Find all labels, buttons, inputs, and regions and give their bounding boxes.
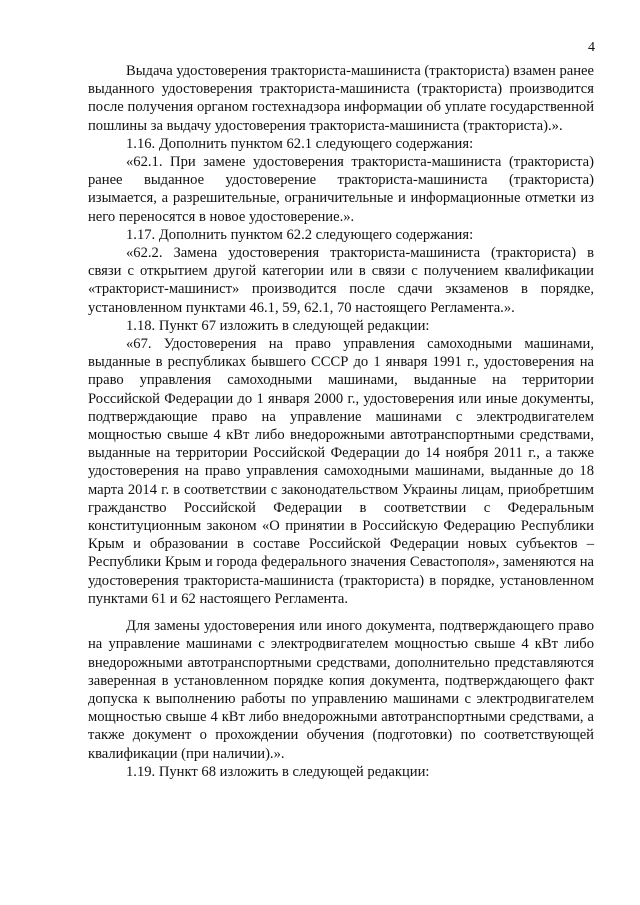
paragraph: «62.1. При замене удостоверения тракториста-машиниста (тракториста) ранее выданное удостоверение тракториста-машиниста (тракториста) изымается, а разрешительные, ограничительные и информационные отметки из него переносятся в новое удостоверение.». <box>88 154 594 225</box>
paragraph: 1.19. Пункт 68 изложить в следующей редакции: <box>126 763 430 780</box>
page-number: 4 <box>588 40 595 55</box>
paragraph: 1.16. Дополнить пунктом 62.1 следующего содержания: <box>126 135 474 152</box>
paragraph: 1.17. Дополнить пунктом 62.2 следующего содержания: <box>126 226 474 243</box>
paragraph: 1.18. Пункт 67 изложить в следующей редакции: <box>126 317 430 334</box>
document-body <box>88 62 594 781</box>
paragraph: Для замены удостоверения или иного документа, подтверждающего право на управление машинами с электродвигателем мощностью свыше 4 кВт либо внедорожными автотранспортными средствами, дополнительно представляются заверенная в установленном порядке копия документа, подтверждающего факт допуска к выполнению работы по управлению машинами с электродвигателем мощностью свыше 4 кВт либо внедорожными автотранспортными средствами, а также документ о прохождении обучения (подготовки) по соответствующей квалификации (при наличии).». <box>88 618 594 762</box>
paragraph: «67. Удостоверения на право управления самоходными машинами, выданные в республиках бывшего СССР до 1 января 1991 г., удостоверения на право управления самоходными машинами, выданные на территории Российской Федерации до 1 января 2000 г., удостоверения или иные документы, подтверждающие право на управление машинами с электродвигателем мощностью свыше 4 кВт либо внедорожными автотранспортными средствами, выданные на территории Российской Федерации до 14 ноября 2011 г., а также удостоверения на право управления самоходными машинами, выданные до 18 марта 2014 г. в соответствии с законодательством Украины лицам, приобретшим гражданство Российской Федерации в соответствии с Федеральным конституционным законом «О принятии в Российскую Федерацию Республики Крым и образовании в составе Российской Федерации новых субъектов –Республики Крым и города федерального значения Севастополя», заменяются на удостоверения тракториста-машиниста (тракториста) в порядке, установленном пунктами 61 и 62 настоящего Регламента. <box>88 336 594 607</box>
paragraph: Выдача удостоверения тракториста-машиниста (тракториста) взамен ранее выданного удостоверения тракториста-машиниста (тракториста) производится после получения органом гостехнадзора информации об уплате государственной пошлины за выдачу удостоверения тракториста-машиниста (тракториста).». <box>88 63 594 134</box>
paragraph: «62.2. Замена удостоверения тракториста-машиниста (тракториста) в связи с открытием другой категории или в связи с получением квалификации «тракторист-машинист» производится после сдачи экзаменов в порядке, установленном пунктами 46.1, 59, 62.1, 70 настоящего Регламента.». <box>88 245 594 316</box>
